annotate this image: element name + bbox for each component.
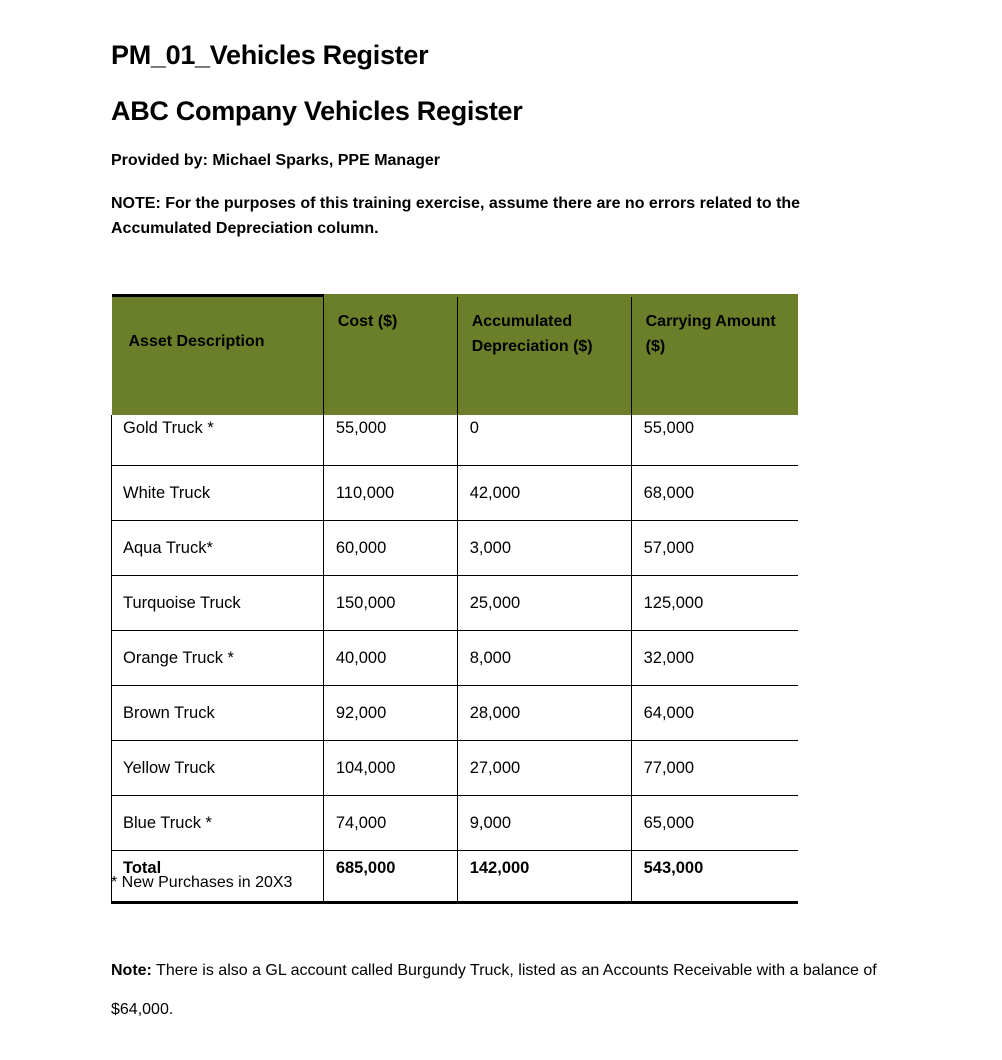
total-accumulated-depreciation-cell: 142,000	[457, 851, 631, 903]
accumulated-depreciation-cell: 9,000	[457, 796, 631, 851]
carrying-amount-cell: 57,000	[631, 521, 798, 576]
header-cost: Cost ($)	[323, 296, 457, 416]
table-row	[112, 631, 799, 686]
asset-description-cell: White Truck	[112, 466, 324, 521]
note-label: Note:	[111, 962, 152, 979]
burgundy-truck-note	[111, 951, 891, 1029]
provided-by: Provided by: Michael Sparks, PPE Manager	[111, 152, 440, 169]
table-row	[112, 686, 799, 741]
training-note: NOTE: For the purposes of this training exercise, assume there are no errors related to the Accumulated Depreciation column.	[111, 195, 801, 237]
carrying-amount-cell: 65,000	[631, 796, 798, 851]
new-purchases-footnote: * New Purchases in 20X3	[111, 874, 293, 891]
register-title: ABC Company Vehicles Register	[111, 96, 523, 126]
asset-description-cell: Yellow Truck	[112, 741, 324, 796]
cost-cell: 55,000	[323, 415, 457, 466]
cost-cell: 40,000	[323, 631, 457, 686]
asset-description-cell: Aqua Truck*	[112, 521, 324, 576]
accumulated-depreciation-cell: 3,000	[457, 521, 631, 576]
carrying-amount-cell: 68,000	[631, 466, 798, 521]
accumulated-depreciation-cell: 8,000	[457, 631, 631, 686]
header-asset-description: Asset Description	[112, 296, 324, 416]
asset-description-cell: Brown Truck	[112, 686, 324, 741]
carrying-amount-cell: 32,000	[631, 631, 798, 686]
header-carrying-amount: Carrying Amount ($)	[631, 296, 798, 416]
cost-cell: 110,000	[323, 466, 457, 521]
header-accumulated-depreciation: Accumulated Depreciation ($)	[457, 296, 631, 416]
asset-description-cell: Gold Truck *	[112, 415, 324, 466]
cost-cell: 150,000	[323, 576, 457, 631]
table-row	[112, 466, 799, 521]
table-header-row	[112, 296, 799, 416]
asset-description-cell: Turquoise Truck	[112, 576, 324, 631]
table-row	[112, 415, 799, 466]
cost-cell: 92,000	[323, 686, 457, 741]
total-cost-cell: 685,000	[323, 851, 457, 903]
cost-cell: 60,000	[323, 521, 457, 576]
accumulated-depreciation-cell: 28,000	[457, 686, 631, 741]
carrying-amount-cell: 64,000	[631, 686, 798, 741]
accumulated-depreciation-cell: 25,000	[457, 576, 631, 631]
accumulated-depreciation-cell: 0	[457, 415, 631, 466]
vehicles-register-table	[111, 294, 798, 904]
table-row	[112, 521, 799, 576]
cost-cell: 104,000	[323, 741, 457, 796]
total-carrying-amount-cell: 543,000	[631, 851, 798, 903]
document-title: PM_01_Vehicles Register	[111, 40, 429, 70]
carrying-amount-cell: 125,000	[631, 576, 798, 631]
accumulated-depreciation-cell: 27,000	[457, 741, 631, 796]
asset-description-cell: Blue Truck *	[112, 796, 324, 851]
note-text: There is also a GL account called Burgundy Truck, listed as an Accounts Receivable with a balance of $64,000.	[111, 962, 877, 1018]
carrying-amount-cell: 77,000	[631, 741, 798, 796]
total-label-cell: Total	[112, 851, 324, 903]
carrying-amount-cell: 55,000	[631, 415, 798, 466]
cost-cell: 74,000	[323, 796, 457, 851]
asset-description-cell: Orange Truck *	[112, 631, 324, 686]
table-row	[112, 576, 799, 631]
table-row	[112, 741, 799, 796]
table-row	[112, 796, 799, 851]
accumulated-depreciation-cell: 42,000	[457, 466, 631, 521]
